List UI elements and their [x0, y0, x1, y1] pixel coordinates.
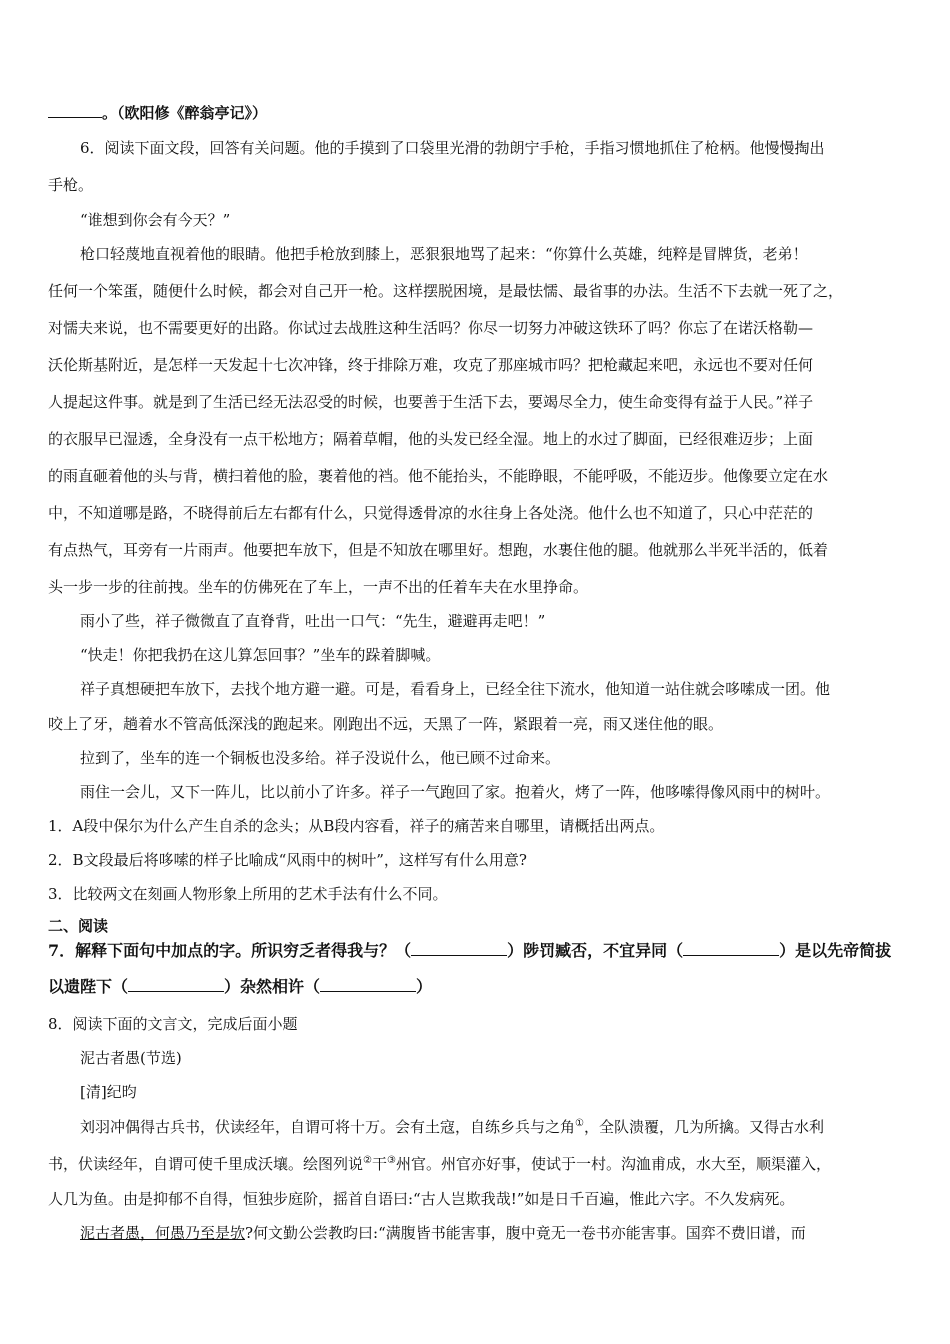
q6-p1-line: 有点热气，耳旁有一片雨声。他要把车放下，但是不知放在哪里好。想跑，水裹住他的腿。他就那么半死半活的，低着: [48, 541, 829, 559]
q8-p1-line2: [48, 1154, 831, 1174]
q8-text: ，全队溃覆，几为所擒。又得古水利: [583, 1118, 824, 1136]
q8-text: 书，伏读经年，自谓可使千里成沃壤。绘图列说: [48, 1155, 364, 1173]
q6-p5: 拉到了，坐车的连一个铜板也没多给。祥子没说什么，他已顾不过命来。: [80, 749, 561, 767]
top-line-text: 。（欧阳修《醉翁亭记》）: [102, 104, 268, 122]
q8-text: ?何文勤公尝教昀曰:“满腹皆书能害事，腹中竟无一卷书亦能害事。国弈不费旧谱，而: [245, 1224, 806, 1242]
q6-prompt-line2: 手枪。: [48, 176, 94, 194]
q6-p3: “快走！你把我扔在这儿算怎回事？”坐车的跺着脚喊。: [80, 646, 441, 664]
q7-text: ）: [416, 977, 433, 996]
answer-blank[interactable]: [411, 941, 507, 956]
q8-p2-line1: [80, 1223, 806, 1243]
q6-subquestion-1: 1．A段中保尔为什么产生自杀的念头；从B段内容看，祥子的痛苦来自哪里，请概括出两点。: [48, 817, 665, 835]
q8-passage-author: [清]纪昀: [80, 1083, 137, 1101]
q6-subquestion-3: 3．比较两文在刻画人物形象上所用的艺术手法有什么不同。: [48, 885, 448, 903]
q6-p1-line: 的衣服早已湿透，全身没有一点干松地方；隔着草帽，他的头发已经全湿。地上的水过了脚面，已经很难迈步；上面: [48, 430, 814, 448]
q6-p6: 雨住一会儿，又下一阵儿，比以前小了许多。祥子一气跑回了家。抱着火，烤了一阵，他哆嗦得像风雨中的树叶。: [80, 783, 831, 801]
q6-p1-line: 中，不知道哪是路，不晓得前后左右都有什么，只觉得透骨凉的水往身上各处浇。他什么也不知道了，只心中茫茫的: [48, 504, 814, 522]
q7-line1: [48, 941, 891, 961]
q8-p1-line1: [80, 1117, 824, 1137]
q7-text: ）杂然相许（: [224, 977, 321, 996]
underlined-sentence: 泥古者愚，何愚乃至是欤: [80, 1224, 246, 1242]
q6-quote: “谁想到你会有今天？”: [80, 211, 231, 229]
q6-prompt-line1: 6．阅读下面文段，回答有关问题。他的手摸到了口袋里光滑的勃朗宁手枪，手指习惯地抓住了枪柄。他慢慢掏出: [80, 139, 825, 157]
q6-p1-line: 人提起这件事。就是到了生活已经无法忍受的时候，也要善于生活下去，要竭尽全力，使生命变得有益于人民。”祥子: [48, 393, 814, 411]
q6-p1-line: 沃伦斯基附近，是怎样一天发起十七次冲锋，终于排除万难，攻克了那座城市吗？把枪藏起来吧，永远也不要对任何: [48, 356, 814, 374]
q7-text: 以遗陛下（: [48, 977, 129, 996]
answer-blank[interactable]: [48, 103, 102, 118]
q8-p1-line3: 人几为鱼。由是抑郁不自得，恒独步庭阶，摇首自语曰:“古人岂欺我哉!”如是日千百遍，惟此六字。不久发病死。: [48, 1190, 795, 1208]
q6-p4-line: 祥子真想硬把车放下，去找个地方避一避。可是，看看身上，已经全往下流水，他知道一站住就会哆嗦成一团。他: [80, 680, 831, 698]
q6-p1-line: 对懦夫来说，也不需要更好的出路。你试过去战胜这种生活吗？你尽一切努力冲破这铁环了吗？你忘了在诺沃格勒—: [48, 319, 814, 337]
q8-text: 刘羽冲偶得古兵书，伏读经年，自谓可将十万。会有土寇，自练乡兵与之角: [80, 1118, 576, 1136]
q7-text: ）是以先帝简拔: [779, 941, 892, 960]
q8-passage-title: 泥古者愚(节选): [80, 1049, 182, 1067]
q7-text: 7．解释下面句中加点的字。所识穷乏者得我与？（: [48, 941, 412, 960]
footnote-marker: ②: [363, 1155, 372, 1166]
q6-subquestion-2: 2．B文段最后将哆嗦的样子比喻成“风雨中的树叶”，这样写有什么用意?: [48, 851, 527, 869]
footnote-marker: ③: [387, 1155, 396, 1166]
q6-p1-line: 头一步一步的往前拽。坐车的仿佛死在了车上，一声不出的任着车夫在水里挣命。: [48, 578, 589, 596]
top-line: [48, 103, 267, 123]
q6-p1-line: 的雨直砸着他的头与背，横扫着他的脸，裹着他的裆。他不能抬头，不能睁眼，不能呼吸，不能迈步。他像要立定在水: [48, 467, 829, 485]
answer-blank[interactable]: [320, 977, 416, 992]
q7-line2: [48, 977, 432, 997]
q8-text: 干: [371, 1155, 387, 1173]
q8-text: 州官。州官亦好事，使试于一村。沟洫甫成，水大至，顺渠灌入，: [395, 1155, 831, 1173]
q6-p2: 雨小了些，祥子微微直了直脊背，吐出一口气：“先生，避避再走吧！”: [80, 612, 546, 630]
q7-text: ）陟罚臧否，不宜异同（: [507, 941, 684, 960]
answer-blank[interactable]: [683, 941, 779, 956]
section-heading: 二、阅读: [48, 917, 109, 935]
answer-blank[interactable]: [128, 977, 224, 992]
q6-p1-line: 任何一个笨蛋，随便什么时候，都会对自己开一枪。这样摆脱困境，是最怯懦、最省事的办法。生活不下去就一死了之，: [48, 282, 844, 300]
q6-p4-line: 咬上了牙，趟着水不管高低深浅的跑起来。刚跑出不远，天黑了一阵，紧跟着一亮，雨又迷住他的眼。: [48, 715, 724, 733]
q6-p1-line: 枪口轻蔑地直视着他的眼睛。他把手枪放到膝上，恶狠狠地骂了起来：“你算什么英雄，纯粹是冒牌货，老弟！: [80, 245, 808, 263]
footnote-marker: ①: [575, 1118, 584, 1129]
q8-prompt: 8．阅读下面的文言文，完成后面小题: [48, 1015, 298, 1033]
